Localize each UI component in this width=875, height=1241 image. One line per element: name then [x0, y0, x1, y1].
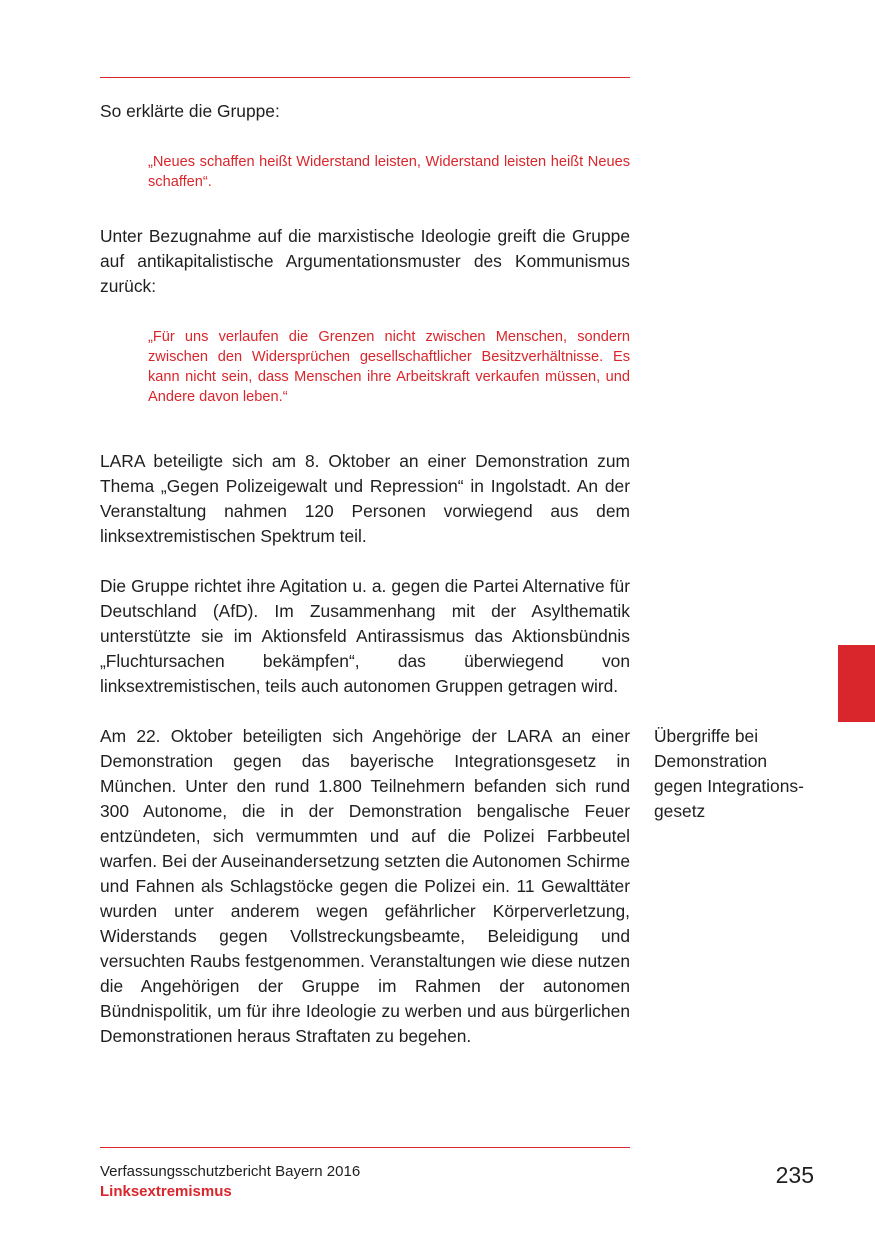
margin-note-line: Übergriffe bei [654, 726, 759, 746]
bottom-divider [100, 1147, 630, 1148]
margin-note [654, 724, 829, 824]
quote-block-2: „Für uns verlaufen die Grenzen nicht zwischen Menschen, sondern zwischen den Widersprüchen gesellschaftlicher Besitzverhältnisse. Es kann nicht sein, dass Menschen ihre Arbeitskraft verkaufen müssen, und Andere davon leben.“ [148, 329, 630, 405]
paragraph-1: Unter Bezugnahme auf die marxistische Ideologie greift die Gruppe auf antikapitalistische Argumentationsmuster des Kommunismus zurück: [100, 226, 630, 296]
paragraph-3: Die Gruppe richtet ihre Agitation u. a. gegen die Partei Alternative für Deutschland (AfD). Im Zusammenhang mit der Asylthematik unterstützte sie im Aktionsfeld Antirassismus das Aktionsbündnis „Fluchtursachen bekämpfen“, das überwiegend von linksextremistischen, teils auch autonomen Gruppen getragen wird. [100, 576, 630, 696]
margin-note-line: Demonstration [654, 751, 768, 771]
intro-line: So erklärte die Gruppe: [100, 101, 280, 121]
page-number: 235 [775, 1162, 814, 1188]
paragraph-4: Am 22. Oktober beteiligten sich Angehörige der LARA an einer Demonstration gegen das bayerische Integrationsgesetz in München. Unter den rund 1.800 Teilnehmern befanden sich rund 300 Autonome, die in der Demonstration bengalische Feuer entzündeten, sich vermummten und auf die Polizei Farbbeutel warfen. Bei der Auseinandersetzung setzten die Autonomen Schirme und Fahnen als Schlagstöcke gegen die Polizei ein. 11 Gewalttäter wurden unter anderem wegen gefährlicher Körperverletzung, Widerstands gegen Vollstreckungsbeamte, Beleidigung und versuchten Raubs festgenommen. Veranstaltungen wie diese nutzen die Angehörigen der Gruppe im Rahmen der autonomen Bündnispolitik, um für ihre Ideologie zu werben und aus bürgerlichen Demonstrationen heraus Straftaten zu begehen. [100, 726, 630, 1046]
quote-block-1: „Neues schaffen heißt Widerstand leisten, Widerstand leisten heißt Neues schaffen“. [148, 154, 630, 190]
chapter-tab-marker [838, 645, 875, 722]
top-divider [100, 77, 630, 78]
margin-note-line: gesetz [654, 801, 706, 821]
footer-section-title: Linksextremismus [100, 1183, 232, 1200]
footer-publication-title: Verfassungsschutzbericht Bayern 2016 [100, 1163, 361, 1180]
margin-note-line: gegen Integrations- [654, 776, 804, 796]
paragraph-2: LARA beteiligte sich am 8. Oktober an einer Demonstration zum Thema „Gegen Polizeigewalt und Repression“ in Ingolstadt. An der Veranstaltung nahmen 120 Personen vorwiegend aus dem linksextremistischen Spektrum teil. [100, 451, 630, 546]
